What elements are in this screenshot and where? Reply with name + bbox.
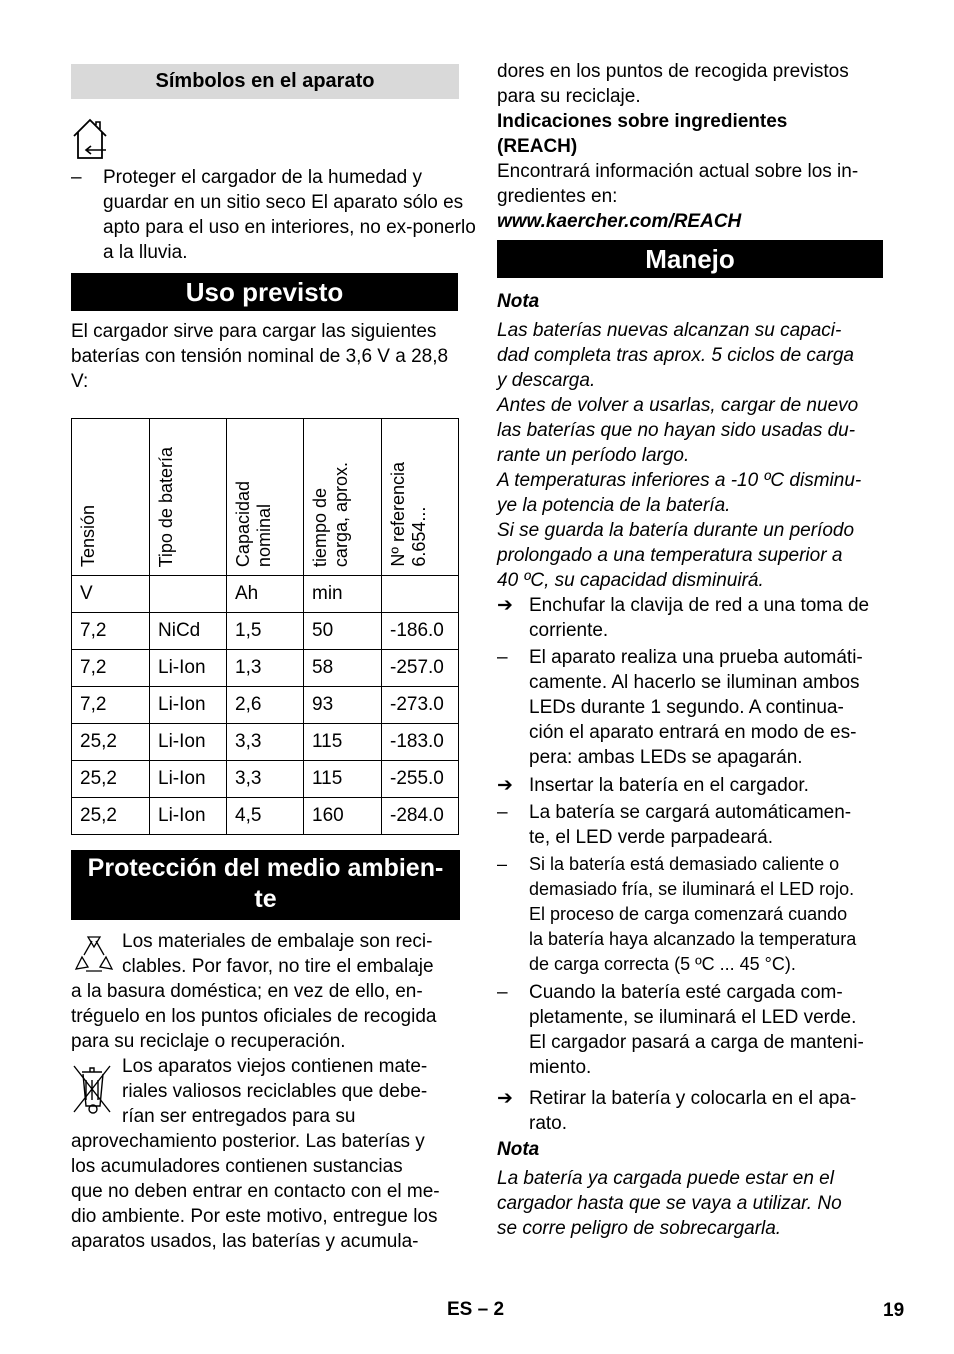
table-row <box>72 798 459 835</box>
table-cell: 2,6 <box>227 687 304 724</box>
nota-label: Nota <box>497 1139 540 1160</box>
text-line: y descarga. <box>497 370 596 391</box>
text-line: miento. <box>529 1057 592 1078</box>
text-line: se corre peligro de sobrecargarla. <box>497 1218 782 1239</box>
text-line: los acumuladores contienen sustancias <box>71 1156 403 1177</box>
text-line: que no deben entrar en contacto con el me- <box>71 1181 440 1202</box>
table-cell: 160 <box>304 798 382 835</box>
table-cell: 25,2 <box>72 724 150 761</box>
text-line: Retirar la batería y colocarla en el apa- <box>529 1088 857 1109</box>
arrow-icon: ➔ <box>497 1088 513 1109</box>
text-line: rante un período largo. <box>497 445 690 466</box>
header-tiempo: tiempo de carga, aprox. <box>304 419 382 576</box>
step-item <box>497 593 889 643</box>
table-cell: 25,2 <box>72 798 150 835</box>
text-line: Si la batería está demasiado caliente o <box>529 854 840 874</box>
text-line: pera: ambas LEDs se apagarán. <box>529 747 803 768</box>
recycle-text <box>71 979 463 1054</box>
weee-text <box>71 1129 463 1254</box>
header-tipo: Tipo de batería <box>150 419 227 576</box>
arrow-icon: ➔ <box>497 775 513 796</box>
nota-label: Nota <box>497 291 540 312</box>
text-line: Antes de volver a usarlas, cargar de nuevo <box>497 395 859 416</box>
table-cell: 1,5 <box>227 613 304 650</box>
table-header-row <box>72 419 459 576</box>
footer-section <box>447 1299 504 1321</box>
symbols-header: Símbolos en el aparato <box>71 64 459 99</box>
table-cell: -284.0 <box>382 798 459 835</box>
text-line: clables. Por favor, no tire el embalaje <box>122 956 434 977</box>
arrow-icon: ➔ <box>497 595 513 616</box>
symbols-item <box>71 165 491 265</box>
crossed-bin-icon <box>70 1060 114 1116</box>
text-line: cargador hasta que se vaya a utilizar. No <box>497 1193 842 1214</box>
text-line: Los materiales de embalaje son reci- <box>122 931 433 952</box>
battery-table <box>71 418 459 835</box>
text-line: de carga correcta (5 ºC ... 45 °C). <box>529 954 796 974</box>
table-cell: 93 <box>304 687 382 724</box>
dash-marker: – <box>497 854 508 874</box>
recycle-text-indented <box>122 929 462 979</box>
text-line: las baterías que no hayan sido usadas du- <box>497 420 856 441</box>
table-cell: 3,3 <box>227 761 304 798</box>
text-line: pletamente, se iluminará el LED verde. <box>529 1007 857 1028</box>
table-cell: Li-Ion <box>150 798 227 835</box>
table-cell: 115 <box>304 761 382 798</box>
text-line: ción el aparato entrará en modo de es- <box>529 722 857 743</box>
environment-header-line1: Protección del medio ambien- <box>87 854 444 882</box>
text-line: rían ser entregados para su <box>122 1106 356 1127</box>
header-capacidad: Capacidad nominal <box>227 419 304 576</box>
text-line: Encontrará información actual sobre los in- <box>497 161 859 182</box>
right-top-text <box>497 59 889 234</box>
table-cell: 115 <box>304 724 382 761</box>
table-row <box>72 687 459 724</box>
dash-marker: – <box>71 167 82 188</box>
nota-1 <box>497 289 889 593</box>
text-line: riales valiosos reciclables que debe- <box>122 1081 428 1102</box>
text-line: dio ambiente. Por este motivo, entregue los <box>71 1206 438 1227</box>
text-line: rato. <box>529 1113 568 1134</box>
text-line: Los aparatos viejos contienen mate- <box>122 1056 428 1077</box>
unit-cell: Ah <box>227 576 304 613</box>
unit-cell <box>150 576 227 613</box>
reach-title: (REACH) <box>497 136 578 157</box>
dash-marker: – <box>497 982 508 1003</box>
step-item <box>497 852 889 977</box>
manejo-header: Manejo <box>497 240 883 278</box>
text-line: dores en los puntos de recogida previstos <box>497 61 849 82</box>
text-line: El aparato realiza una prueba automáti- <box>529 647 863 668</box>
unit-cell: min <box>304 576 382 613</box>
header-referencia: Nº referencia 6.654... <box>382 419 459 576</box>
table-cell: Li-Ion <box>150 687 227 724</box>
table-cell: 7,2 <box>72 650 150 687</box>
steps-list <box>497 593 889 1136</box>
step-item <box>497 980 889 1080</box>
text-line: aprovechamiento posterior. Las baterías y <box>71 1131 425 1152</box>
table-row <box>72 650 459 687</box>
table-cell: 1,3 <box>227 650 304 687</box>
symbols-item-text: Proteger el cargador de la humedad y guardar en un sitio seco El aparato sólo es apto para el uso en interiores, no ex-ponerlo a la lluvia. <box>103 167 476 263</box>
table-cell: -183.0 <box>382 724 459 761</box>
text-line: El cargador pasará a carga de manteni- <box>529 1032 864 1053</box>
text-line: para su reciclaje. <box>497 86 641 107</box>
text-line: El proceso de carga comenzará cuando <box>529 904 848 924</box>
footer-local-page: – 2 <box>477 1299 505 1320</box>
text-line: dad completa tras aprox. 5 ciclos de carga <box>497 345 854 366</box>
step-item <box>497 1086 889 1136</box>
table-cell: NiCd <box>150 613 227 650</box>
text-line: gredientes en: <box>497 186 618 207</box>
table-cell: 3,3 <box>227 724 304 761</box>
table-row <box>72 724 459 761</box>
table-cell: 7,2 <box>72 613 150 650</box>
text-line: La batería se cargará automáticamen- <box>529 802 852 823</box>
reach-title: Indicaciones sobre ingredientes <box>497 111 788 132</box>
text-line: La batería ya cargada puede estar en el <box>497 1168 834 1189</box>
dash-marker: – <box>497 802 508 823</box>
page-number: 19 <box>883 1300 905 1321</box>
text-line: Las baterías nuevas alcanzan su capaci- <box>497 320 842 341</box>
table-row <box>72 761 459 798</box>
text-line: Si se guarda la batería durante un período <box>497 520 855 541</box>
dash-marker: – <box>497 647 508 668</box>
environment-header-line2: te <box>254 885 277 913</box>
table-cell: 7,2 <box>72 687 150 724</box>
text-line: LEDs durante 1 segundo. A continua- <box>529 697 844 718</box>
table-cell: 4,5 <box>227 798 304 835</box>
unit-cell <box>382 576 459 613</box>
header-tension: Tensión <box>72 419 150 576</box>
nota-2 <box>497 1137 889 1241</box>
text-line: aparatos usados, las baterías y acumula- <box>71 1231 419 1252</box>
table-units-row <box>72 576 459 613</box>
text-line: corriente. <box>529 620 609 641</box>
text-line: A temperaturas inferiores a -10 ºC disminu- <box>497 470 862 491</box>
text-line: prolongado a una temperatura superior a <box>497 545 843 566</box>
text-line: Insertar la batería en el cargador. <box>529 775 809 796</box>
table-cell: 50 <box>304 613 382 650</box>
uso-previsto-text: El cargador sirve para cargar las siguientes baterías con tensión nominal de 3,6 V a 28,8 V: <box>71 321 449 392</box>
text-line: ye la potencia de la batería. <box>497 495 731 516</box>
text-line: a la basura doméstica; en vez de ello, en- <box>71 981 423 1002</box>
step-item <box>497 800 889 850</box>
table-cell: -255.0 <box>382 761 459 798</box>
text-line: tréguelo en los puntos oficiales de recogida <box>71 1006 437 1027</box>
table-cell: -273.0 <box>382 687 459 724</box>
unit-cell: V <box>72 576 150 613</box>
table-cell: 58 <box>304 650 382 687</box>
text-line: te, el LED verde parpadeará. <box>529 827 773 848</box>
step-item <box>497 645 889 770</box>
text-line: Cuando la batería esté cargada com- <box>529 982 843 1003</box>
reach-url: www.kaercher.com/REACH <box>497 211 742 232</box>
table-cell: -257.0 <box>382 650 459 687</box>
text-line: para su reciclaje o recuperación. <box>71 1031 346 1052</box>
text-line: 40 ºC, su capacidad disminuirá. <box>497 570 764 591</box>
house-indoor-icon <box>72 118 110 160</box>
table-cell: 25,2 <box>72 761 150 798</box>
table-cell: Li-Ion <box>150 761 227 798</box>
uso-previsto-header: Uso previsto <box>71 273 458 311</box>
weee-text-indented <box>122 1054 462 1129</box>
table-cell: Li-Ion <box>150 650 227 687</box>
text-line: la batería haya alcanzado la temperatura <box>529 929 857 949</box>
table-cell: -186.0 <box>382 613 459 650</box>
environment-header <box>71 850 460 920</box>
text-line: Enchufar la clavija de red a una toma de <box>529 595 870 616</box>
text-line: demasiado fría, se iluminará el LED rojo. <box>529 879 855 899</box>
table-cell: Li-Ion <box>150 724 227 761</box>
step-item <box>497 773 889 798</box>
footer-lang: ES <box>447 1299 473 1320</box>
recycle-icon <box>72 933 116 975</box>
table-row <box>72 613 459 650</box>
text-line: camente. Al hacerlo se iluminan ambos <box>529 672 860 693</box>
